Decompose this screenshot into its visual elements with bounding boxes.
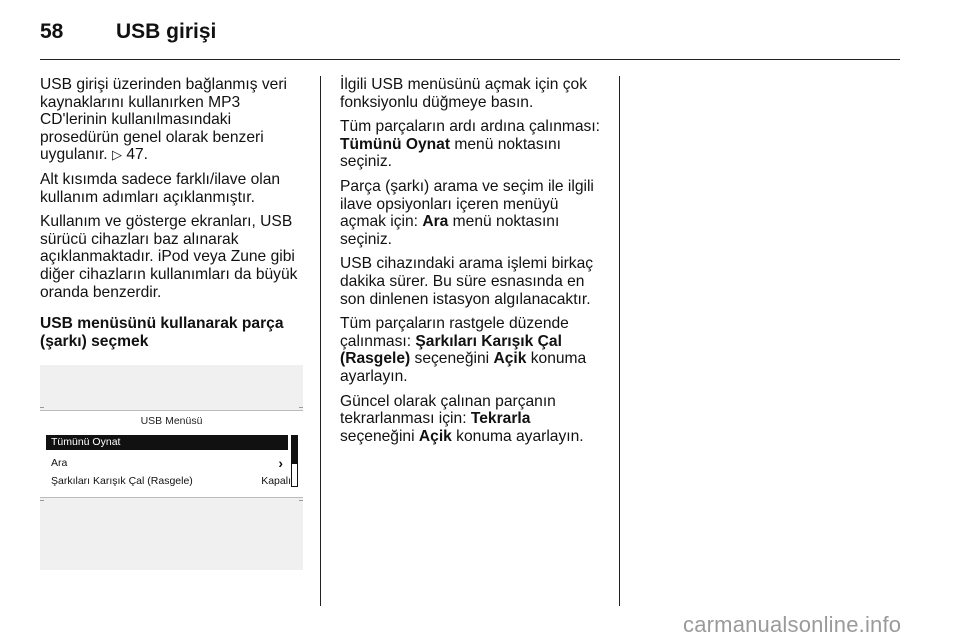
paragraph-text: Parça (şarkı) arama ve seçim ile ilgili ilave opsiyonları içeren menüyü açmak için: xyxy=(340,177,594,231)
paragraph-text: menü noktasını seçiniz. xyxy=(340,135,561,171)
scrollbar-thumb[interactable] xyxy=(292,436,297,464)
paragraph-text: USB girişi üzerinden bağlanmış veri kaynaklarını kullanırken MP3 CD'lerinin kullanılmasındaki prosedürün genel olarak benzeri uygulanır. xyxy=(40,76,288,164)
paragraph xyxy=(340,118,608,171)
menu-item-label: Şarkıları Karışık Çal (Rasgele) xyxy=(51,475,193,487)
paragraph-text: konuma ayarlayın. xyxy=(340,350,587,385)
panel-bracket-right xyxy=(299,407,303,501)
page-title: USB girişi xyxy=(116,20,217,43)
column-right xyxy=(340,76,608,452)
menu-term: Tekrarla xyxy=(470,410,531,428)
menu-item-play-all[interactable]: Tümünü Oynat xyxy=(46,435,288,450)
column-divider-right xyxy=(619,76,620,606)
paragraph: İlgili USB menüsünü açmak için çok fonksiyonlu düğmeye basın. xyxy=(340,76,588,111)
usb-menu-screen xyxy=(40,365,303,570)
paragraph-text: konuma ayarlayın. xyxy=(451,427,584,445)
paragraph-text: menü noktasını seçiniz. xyxy=(340,213,560,248)
menu-term: Tümünü Oynat xyxy=(340,135,451,153)
subheading: USB menüsünü kullanarak parça (şarkı) seçmek xyxy=(40,315,284,350)
paragraph xyxy=(340,315,608,385)
menu-item-shuffle[interactable] xyxy=(51,474,291,488)
paragraph xyxy=(340,178,608,248)
paragraph-text: seçeneğini xyxy=(410,350,494,368)
paragraph-text: Güncel olarak çalınan parçanın tekrarlanması için: xyxy=(340,392,556,428)
header-rule xyxy=(40,59,900,60)
reference-arrow-icon: ▷ xyxy=(111,147,122,163)
menu-item-label: Ara xyxy=(51,457,68,469)
paragraph: Kullanım ve gösterge ekranları, USB sürücü cihazları baz alınarak açıklanmaktadır. iPod veya Zune gibi diğer cihazların kullanımları da büyük oranda benzerdir. xyxy=(40,213,298,301)
watermark: carmanualsonline.info xyxy=(683,612,902,637)
menu-term: Açik xyxy=(493,350,527,368)
page-number: 58 xyxy=(40,20,64,43)
page-reference[interactable]: 47. xyxy=(126,146,148,164)
menu-title: USB Menüsü xyxy=(140,415,203,427)
paragraph xyxy=(340,393,608,446)
paragraph-text: Tüm parçaların ardı ardına çalınması: xyxy=(340,118,601,136)
column-divider-left xyxy=(320,76,321,606)
panel-bracket-left xyxy=(40,407,44,501)
menu-term: Şarkıları Karışık Çal (Rasgele) xyxy=(340,332,562,368)
scrollbar[interactable] xyxy=(291,435,298,487)
paragraph xyxy=(40,76,308,164)
menu-item-search[interactable] xyxy=(51,456,291,470)
paragraph-text: Tüm parçaların rastgele düzende çalınması: xyxy=(340,315,569,350)
usb-menu-panel xyxy=(40,410,303,498)
chevron-right-icon: › xyxy=(278,455,283,471)
menu-item-value: Kapalı xyxy=(261,475,291,487)
menu-term: Açik xyxy=(418,427,452,445)
paragraph-text: seçeneğini xyxy=(340,427,419,445)
paragraph: USB cihazındaki arama işlemi birkaç dakika sürer. Bu süre esnasında en son dinlenen istasyon algılanacaktır. xyxy=(340,255,594,308)
paragraph: Alt kısımda sadece farklı/ilave olan kullanım adımları açıklanmıştır. xyxy=(40,170,281,206)
column-left xyxy=(40,76,308,357)
menu-term: Ara xyxy=(422,213,449,231)
